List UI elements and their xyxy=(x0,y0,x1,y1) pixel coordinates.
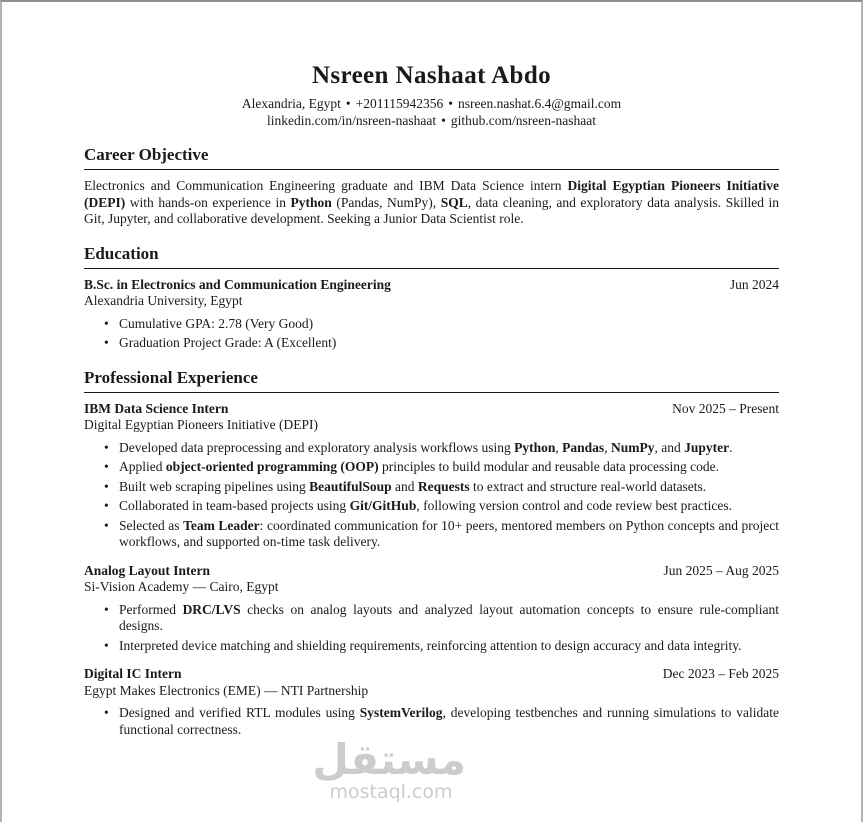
list-item: • Applied object-oriented programming (OOP) principles to build modular and reusable data processing code. xyxy=(104,459,779,476)
education-date: Jun 2024 xyxy=(729,276,779,292)
experience-heading: Professional Experience xyxy=(84,368,779,393)
contact-line-1 xyxy=(84,95,779,112)
experience-entry-analog-layout xyxy=(84,563,779,655)
contact-location: Alexandria, Egypt xyxy=(241,96,341,111)
job-bullet-list xyxy=(84,602,779,655)
job-entry-header xyxy=(84,666,779,683)
list-item: • Developed data preprocessing and exploratory analysis workflows using Python, Pandas, NumPy, and Jupyter. xyxy=(104,440,779,457)
job-title: Digital IC Intern xyxy=(84,666,182,681)
bullet-separator: • xyxy=(448,96,453,111)
job-date: Nov 2025 – Present xyxy=(672,400,779,416)
job-entry-header xyxy=(84,563,779,580)
mostaql-watermark xyxy=(312,735,466,804)
job-organization: Digital Egyptian Pioneers Initiative (DEPI) xyxy=(84,417,318,432)
watermark-arabic-text: مستقل xyxy=(312,735,466,784)
job-title: IBM Data Science Intern xyxy=(84,400,229,416)
list-item: • Selected as Team Leader: coordinated communication for 10+ peers, mentored members on Python concepts and project workflows, and supported on-time task delivery. xyxy=(104,518,779,551)
list-item: • Graduation Project Grade: A (Excellent) xyxy=(104,335,779,352)
degree-title: B.Sc. in Electronics and Communication Engineering xyxy=(84,276,391,292)
section-experience xyxy=(84,368,779,739)
list-item: • Designed and verified RTL modules using SystemVerilog, developing testbenches and running simulations to validate functional correctness. xyxy=(104,705,779,738)
list-item: • Performed DRC/LVS checks on analog layouts and analyzed layout automation concepts to ensure rule-compliant designs. xyxy=(104,602,779,635)
career-objective-paragraph: Electronics and Communication Engineering graduate and IBM Data Science intern Digital Egyptian Pioneers Initiative (DEPI) with hands-on experience in Python (Pandas, NumPy), SQL, data cleaning, and exploratory data analysis. Skilled in Git, Jupyter, and collaborative development. Seeking a Junior Data Scientist role. xyxy=(84,178,780,226)
job-bullet-list xyxy=(84,705,779,738)
candidate-name: Nsreen Nashaat Abdo xyxy=(311,62,552,89)
contact-email: nsreen.nashat.6.4@gmail.com xyxy=(457,96,622,111)
job-date: Jun 2025 – Aug 2025 xyxy=(663,562,779,578)
job-bullet-list xyxy=(84,440,779,551)
job-organization: Egypt Makes Electronics (EME) — NTI Partnership xyxy=(84,682,369,698)
list-item: • Built web scraping pipelines using BeautifulSoup and Requests to extract and structure real-world datasets. xyxy=(104,479,779,496)
section-career-objective xyxy=(84,145,779,228)
job-organization: Si-Vision Academy — Cairo, Egypt xyxy=(84,579,279,594)
career-objective-heading: Career Objective xyxy=(84,145,779,170)
job-entry-header xyxy=(84,401,779,418)
contact-github: github.com/nsreen-nashaat xyxy=(450,113,596,128)
list-item: • Cumulative GPA: 2.78 (Very Good) xyxy=(104,316,779,333)
list-item: • Interpreted device matching and shielding requirements, reinforcing attention to design accuracy and data integrity. xyxy=(104,638,779,655)
list-item: • Collaborated in team-based projects using Git/GitHub, following version control and code review best practices. xyxy=(104,498,779,515)
contact-linkedin: linkedin.com/in/nsreen-nashaat xyxy=(267,113,437,128)
experience-entry-digital-ic xyxy=(84,666,779,738)
contact-phone: +201115942356 xyxy=(355,96,444,111)
watermark-domain-text: mostaql.com xyxy=(329,781,453,804)
resume-content xyxy=(2,2,861,738)
education-entry-header xyxy=(84,277,779,294)
resume-header xyxy=(84,2,779,129)
bullet-separator: • xyxy=(441,113,446,128)
bullet-separator: • xyxy=(345,96,351,111)
experience-entry-ibm xyxy=(84,401,779,551)
contact-line-2 xyxy=(84,112,779,129)
education-school: Alexandria University, Egypt xyxy=(84,293,243,308)
job-date: Dec 2023 – Feb 2025 xyxy=(662,666,779,681)
section-education xyxy=(84,244,779,352)
education-heading: Education xyxy=(84,244,779,269)
job-title: Analog Layout Intern xyxy=(84,562,211,578)
education-bullet-list xyxy=(84,316,779,352)
